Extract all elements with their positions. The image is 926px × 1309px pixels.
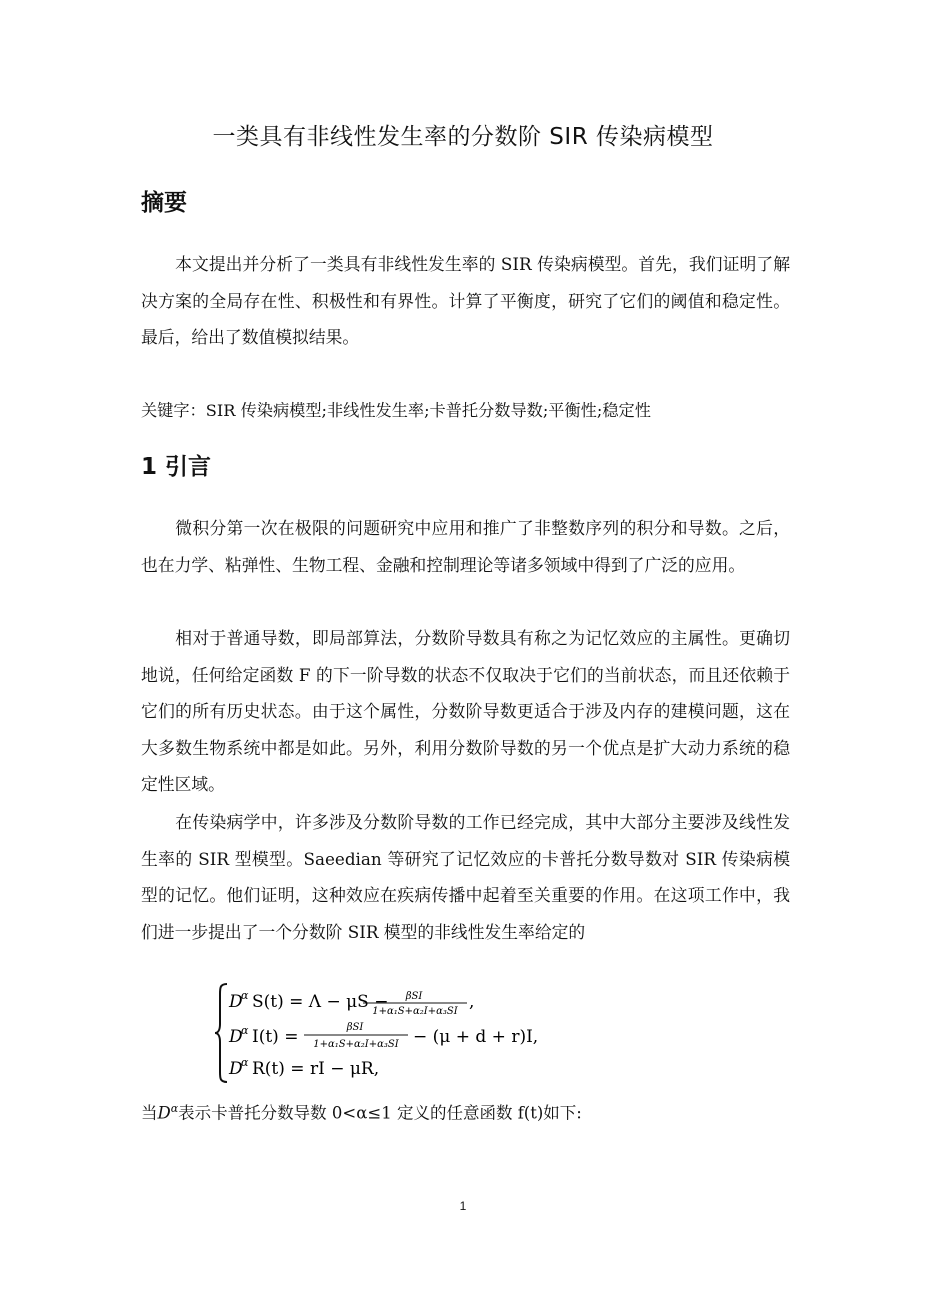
section-1-heading: 1 引言 [141, 454, 212, 480]
page-number: 1 [459, 1199, 467, 1213]
eq3-func: R(t) = rI − μR, [252, 1059, 380, 1079]
intro-paragraph-3-text: 在传染病学中，许多涉及分数阶导数的工作已经完成，其中大部分主要涉及线性发生率的 SIR 型模型。Saeedian 等研究了记忆效应的卡普托分数导数对 SIR 传染病模型的记忆。他们证明，这种效应在疾病传播中起着至关重要的作用。在这项工作中，我们进一步提出了一个分数阶 SIR 模型的非线性发生率给定的 [141, 812, 790, 942]
eq2-func: I(t) = [252, 1027, 299, 1047]
intro-paragraph-1-text: 微积分第一次在极限的问题研究中应用和推广了非整数序列的积分和导数。之后，也在力学、粘弹性、生物工程、金融和控制理论等诸多领域中得到了广泛的应用。 [141, 518, 790, 575]
eq1-numerator: βSI [405, 991, 423, 1002]
followup-prefix: 当 [141, 1103, 158, 1123]
followup-text: 表示卡普托分数导数 0<α≤1 定义的任意函数 f(t)如下: [178, 1103, 582, 1123]
intro-paragraph-3 [141, 804, 790, 950]
abstract-paragraph [141, 246, 790, 356]
left-brace [215, 984, 227, 1082]
eq1-tail: , [469, 992, 475, 1012]
keywords-text: SIR 传染病模型;非线性发生率;卡普托分数导数;平衡性;稳定性 [205, 401, 651, 420]
eq1-lhs-d: D [229, 992, 243, 1012]
followup-math-alpha: α [170, 1102, 179, 1115]
sir-equation-system [215, 980, 555, 1086]
eq3-lhs-d: D [229, 1059, 243, 1079]
eq1-func: S(t) = Λ − μS − [252, 992, 389, 1012]
paper-title: 一类具有非线性发生率的分数阶 SIR 传染病模型 [212, 124, 714, 150]
intro-paragraph-2 [141, 620, 790, 803]
keywords-label: 关键字： [141, 401, 206, 420]
eq3-alpha: α [241, 1056, 249, 1069]
intro-paragraph-2-text: 相对于普通导数，即局部算法，分数阶导数具有称之为记忆效应的主属性。更确切地说，任何给定函数 F 的下一阶导数的状态不仅取决于它们的当前状态，而且还依赖于它们的所有历史状态。由于这个属性，分数阶导数更适合于涉及内存的建模问题，这在大多数生物系统中都是如此。另外，利用分数阶导数的另一个优点是扩大动力系统的稳定性区域。 [141, 628, 790, 795]
eq2-tail: − (μ + d + r)I, [413, 1027, 539, 1047]
eq2-denominator: 1+α₁S+α₂I+α₃SI [313, 1039, 399, 1050]
equation-followup-line [141, 1094, 582, 1129]
abstract-text: 本文提出并分析了一类具有非线性发生率的 SIR 传染病模型。首先，我们证明了解决方案的全局存在性、积极性和有界性。计算了平衡度，研究了它们的阈值和稳定性。最后，给出了数值模拟结果。 [141, 254, 790, 348]
followup-math-d: D [157, 1103, 171, 1123]
intro-paragraph-1 [141, 510, 790, 583]
eq2-alpha: α [241, 1024, 249, 1037]
eq1-denominator: 1+α₁S+α₂I+α₃SI [372, 1006, 458, 1017]
abstract-heading: 摘要 [141, 190, 187, 216]
eq2-lhs-d: D [229, 1027, 243, 1047]
keywords-line [141, 396, 651, 426]
eq1-alpha: α [241, 989, 249, 1002]
eq2-numerator: βSI [346, 1022, 364, 1033]
